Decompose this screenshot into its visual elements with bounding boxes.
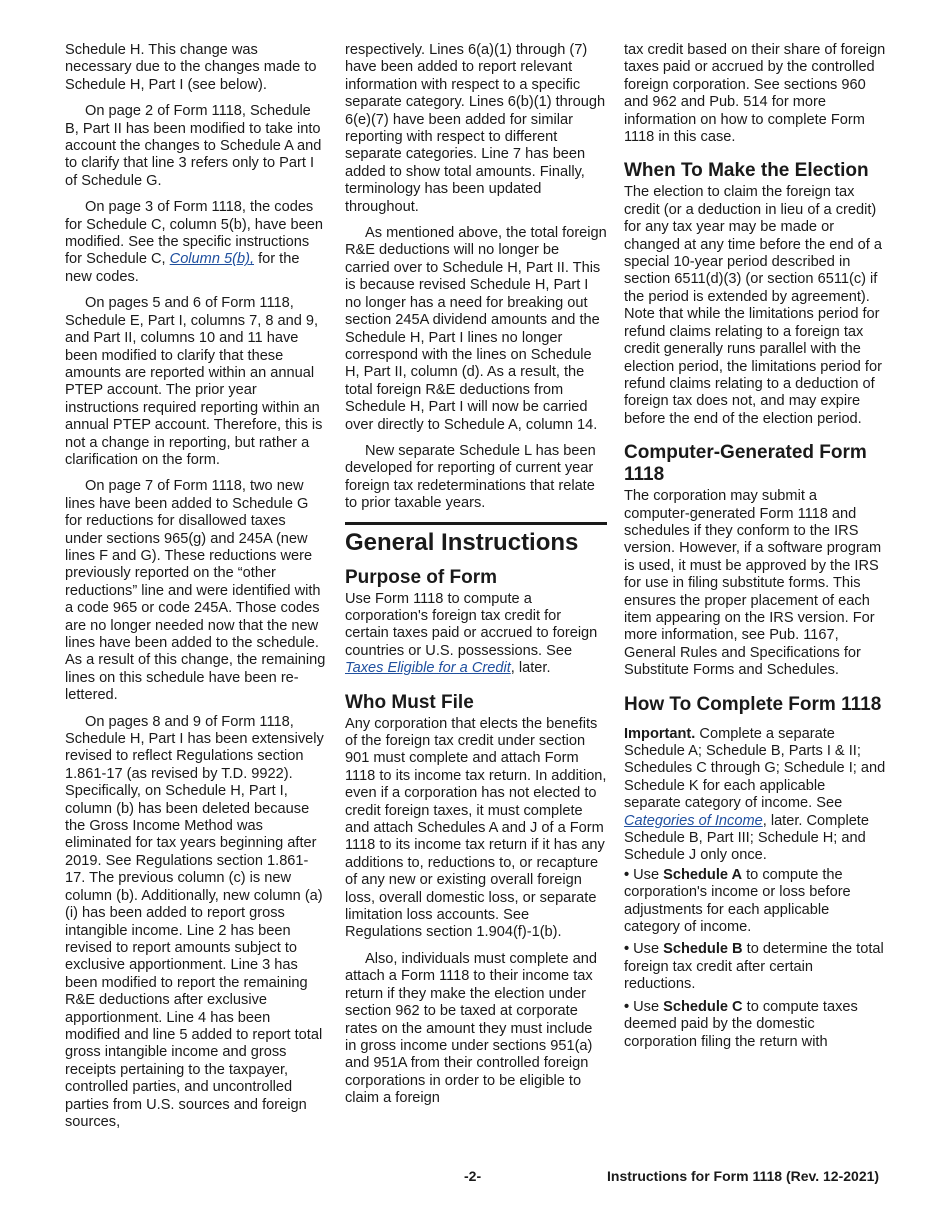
paragraph: As mentioned above, the total foreign R&E deductions will no longer be carried over to Schedule H, Part II. This is because revised Schedule H, Part I no longer has a need for breaking out section 245A dividend amounts and the Schedule H, Part I lines no longer correspond with the lines on Schedule H, Part II, column (d). As a result, the total foreign R&E deductions from Schedule H, Part I will now be carried over directly to Schedule A, column 14. <box>345 225 607 433</box>
link-column-5b[interactable]: Column 5(b), <box>169 251 255 268</box>
paragraph-important: Important. Complete a separate Schedule A; Schedule B, Parts I & II; Schedules C through G; Schedule I; and Schedule K for each applicable separate category of income. See Categories of Income, later. Complete Schedule B, Part III; Schedule H; and Schedule J only once. <box>624 725 886 864</box>
bullet-item: • Use Schedule B to determine the total foreign tax credit after certain reductions. <box>624 941 884 993</box>
paragraph: On page 7 of Form 1118, two new lines have been added to Schedule G for reductions for disallowed taxes under sections 965(g) and 245A (new lines F and G). These reductions were previously reported on the “other reductions” line and were identified with a code 965 or code 245A. Those codes are no longer needed now that the new lines have been added to the schedule. As a result of this change, the remaining lines on this schedule have been re-lettered. <box>65 478 326 704</box>
column-1 <box>65 42 327 1140</box>
heading-computer-generated: Computer-Generated Form 1118 <box>624 442 867 486</box>
bullet-item: • Use Schedule A to compute the corporation's income or loss before adjustments for each applicable category of income. <box>624 866 851 936</box>
paragraph: The election to claim the foreign tax credit (or a deduction in lieu of a credit) for any tax year may be made or changed at any time before the end of a special 10-year period described in section 6511(d)(3) (or section 6511(c) if the period is extended by agreement). Note that while the limitations period for refund claims relating to a foreign tax credit generally runs parallel with the election period, the limitations period for refund claims relating to a deduction of foreign tax does not, and may expire before the end of the election period. <box>624 184 883 427</box>
column-2 <box>345 42 607 1117</box>
heading-when-to-make-election: When To Make the Election <box>624 160 869 182</box>
paragraph: On pages 8 and 9 of Form 1118, Schedule H, Part I has been extensively revised to reflect Regulations section 1.861-17 (as revised by T.D. 9922). Specifically, on Schedule H, Part I, column (b) has been deleted because the Gross Income Method was eliminated for tax years beginning after 2019. See Regulations section 1.861-17. The previous column (c) is new column (b). Additionally, new column (a)(i) has been added to report gross intangible income. Line 2 has been revised to report amounts subject to exclusive apportionment. Line 3 has been modified to report the remaining R&E deductions after exclusive apportionment. Line 4 has been modified and line 5 added to report total gross intangible income and gross receipts pertaining to the taxpayer, controlled parties, and uncontrolled parties from U.S. sources and foreign sources, <box>65 713 324 1130</box>
form-revision: Instructions for Form 1118 (Rev. 12-2021) <box>607 1168 880 1184</box>
bullet-icon: • <box>624 998 630 1015</box>
paragraph: Schedule H. This change was necessary due to the changes made to Schedule H, Part I (see below). <box>65 42 317 93</box>
paragraph: respectively. Lines 6(a)(1) through (7) have been added to report relevant information with respect to a specific separate category. Lines 6(b)(1) through 6(e)(7) have been added for similar reporting with respect to different separate categories. Line 7 has been added to show total amounts. Finally, terminology has been updated throughout. <box>345 42 606 215</box>
bullet-item: • Use Schedule C to compute taxes deemed paid by the domestic corporation filing the return with <box>624 998 858 1050</box>
paragraph: tax credit based on their share of foreign taxes paid or accrued by the controlled foreign corporation. See sections 960 and 962 and Pub. 514 for more information on how to complete Form 1118 in this case. <box>624 42 886 146</box>
paragraph: On pages 5 and 6 of Form 1118, Schedule E, Part I, columns 7, 8 and 9, and Part II, columns 10 and 11 have been modified to clarify that these amounts are reported within an annual PTEP account. The prior year instructions required reporting within an annual PTEP account. Therefore, this is not a change in reporting, but rather a clarification on the form. <box>65 295 323 468</box>
paragraph: Also, individuals must complete and attach a Form 1118 to their income tax return if they make the election under section 962 to be taxed at corporate rates on the amount they must include in gross income under sections 951(a) and 951A from their controlled foreign corporations in order to be eligible to claim a foreign <box>345 950 597 1107</box>
bullet-icon: • <box>624 866 630 883</box>
paragraph: On page 3 of Form 1118, the codes for Schedule C, column 5(b), have been modified. See the specific instructions for Schedule C, Column 5(b), for the new codes. <box>65 199 323 285</box>
paragraph: Any corporation that elects the benefits of the foreign tax credit under section 901 must complete and attach Form 1118 to its income tax return. In addition, even if a corporation has not elected to credit foreign taxes, it must complete and attach Schedules A and J of a Form 1118 to its income tax return if it has any additions to, reductions to, or recapture of any new or existing overall foreign loss, overall domestic loss, or separate limitation loss accounts. See Regulations section 1.904(f)-1(b). <box>345 715 607 941</box>
paragraph: The corporation may submit a computer-generated Form 1118 and schedules if they conform to the IRS version. However, if a software program is used, it must be approved by the IRS for use in filing substitute forms. This ensures the proper placement of each item appearing on the IRS version. For more information, see Pub. 1167, General Rules and Specifications for Substitute Forms and Schedules. <box>624 488 882 679</box>
column-3 <box>624 42 886 1056</box>
page-number: -2- <box>464 1168 482 1184</box>
bullet-icon: • <box>624 941 630 958</box>
heading-purpose-of-form: Purpose of Form <box>345 566 498 588</box>
link-taxes-eligible[interactable]: Taxes Eligible for a Credit <box>345 660 511 677</box>
paragraph: On page 2 of Form 1118, Schedule B, Part II has been modified to take into account the changes to Schedule A and to clarify that line 3 refers only to Part I of Schedule G. <box>65 103 322 189</box>
paragraph: Use Form 1118 to compute a corporation's foreign tax credit for certain taxes paid or accrued to foreign countries or U.S. possessions. See Taxes Eligible for a Credit, later. <box>345 590 598 677</box>
heading-how-to-complete: How To Complete Form 1118 <box>624 693 882 715</box>
heading-who-must-file: Who Must File <box>345 691 474 713</box>
link-categories-of-income[interactable]: Categories of Income <box>624 812 763 829</box>
paragraph: New separate Schedule L has been developed for reporting of current year foreign tax redeterminations that relate to prior taxable years. <box>345 442 596 512</box>
section-heading-general-instructions: General Instructions <box>345 522 607 557</box>
